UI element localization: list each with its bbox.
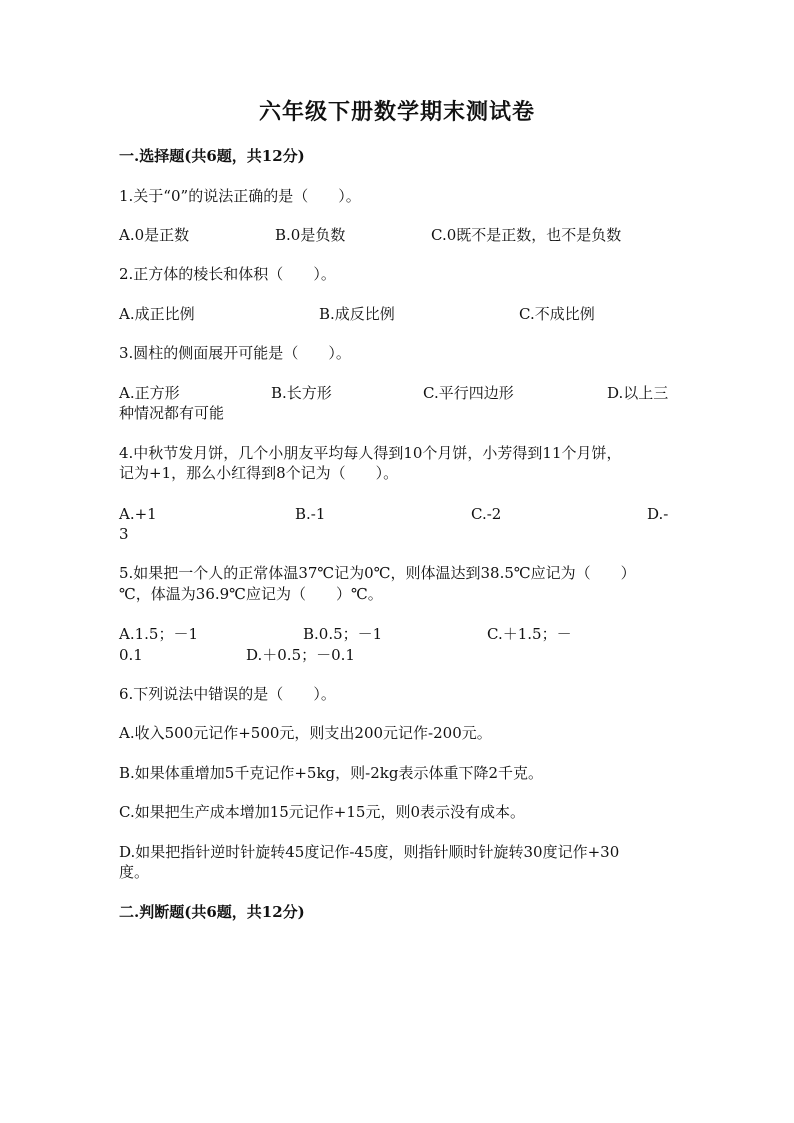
question-4-option-b: B.-1 (295, 505, 326, 523)
page-title: 六年级下册数学期末测试卷 (258, 99, 535, 125)
question-1-option-c: C.0既不是正数，也不是负数 (431, 226, 622, 244)
question-4-option-d-wrap: 3 (119, 525, 129, 543)
question-5-option-d: D.＋0.5；－0.1 (246, 646, 355, 664)
question-2-option-b: B.成反比例 (319, 305, 395, 323)
question-5-option-c-wrap: 0.1 (119, 646, 143, 664)
question-3-option-d: D.以上三 (607, 384, 669, 402)
question-5-option-c: C.＋1.5；－ (487, 625, 572, 643)
question-4-stem-line1: 4.中秋节发月饼，几个小朋友平均每人得到10个月饼，小芳得到11个月饼， (119, 444, 622, 462)
question-4-stem-line2: 记为+1，那么小红得到8个记为（ ）。 (119, 464, 399, 482)
question-3-option-c: C.平行四边形 (423, 384, 514, 402)
question-6-option-c: C.如果把生产成本增加15元记作+15元，则0表示没有成本。 (119, 803, 525, 821)
question-3-option-a: A.正方形 (119, 384, 180, 402)
section-heading-judgement: 二.判断题(共6题，共12分) (119, 903, 305, 921)
question-1-stem: 1.关于“0”的说法正确的是（ ）。 (119, 187, 361, 205)
question-2-stem: 2.正方体的棱长和体积（ ）。 (119, 265, 336, 283)
question-5-option-b: B.0.5；－1 (303, 625, 383, 643)
question-6-option-d-line2: 度。 (119, 863, 150, 881)
question-6-option-a: A.收入500元记作+500元，则支出200元记作-200元。 (119, 724, 492, 742)
question-1-option-b: B.0是负数 (275, 226, 346, 244)
question-3-stem: 3.圆柱的侧面展开可能是（ ）。 (119, 344, 351, 362)
question-4-option-c: C.-2 (471, 505, 502, 523)
question-4-option-a: A.+1 (119, 505, 157, 523)
question-4-option-d: D.- (647, 505, 669, 523)
question-3-option-b: B.长方形 (271, 384, 332, 402)
question-6-stem: 6.下列说法中错误的是（ ）。 (119, 685, 336, 703)
question-2-option-c: C.不成比例 (519, 305, 595, 323)
question-1-option-a: A.0是正数 (119, 226, 190, 244)
question-5-option-a: A.1.5；－1 (119, 625, 198, 643)
question-6-option-b: B.如果体重增加5千克记作+5kg，则-2kg表示体重下降2千克。 (119, 764, 543, 782)
question-2-option-a: A.成正比例 (119, 305, 195, 323)
section-heading-choice: 一.选择题(共6题，共12分) (119, 147, 305, 165)
question-6-option-d-line1: D.如果把指针逆时针旋转45度记作-45度，则指针顺时针旋转30度记作+30 (119, 843, 620, 861)
question-5-stem-line1: 5.如果把一个人的正常体温37℃记为0℃，则体温达到38.5℃应记为（ ） (119, 564, 636, 582)
question-5-stem-line2: ℃，体温为36.9℃应记为（ ）℃。 (119, 585, 383, 603)
question-3-option-d-wrap: 种情况都有可能 (119, 404, 225, 422)
